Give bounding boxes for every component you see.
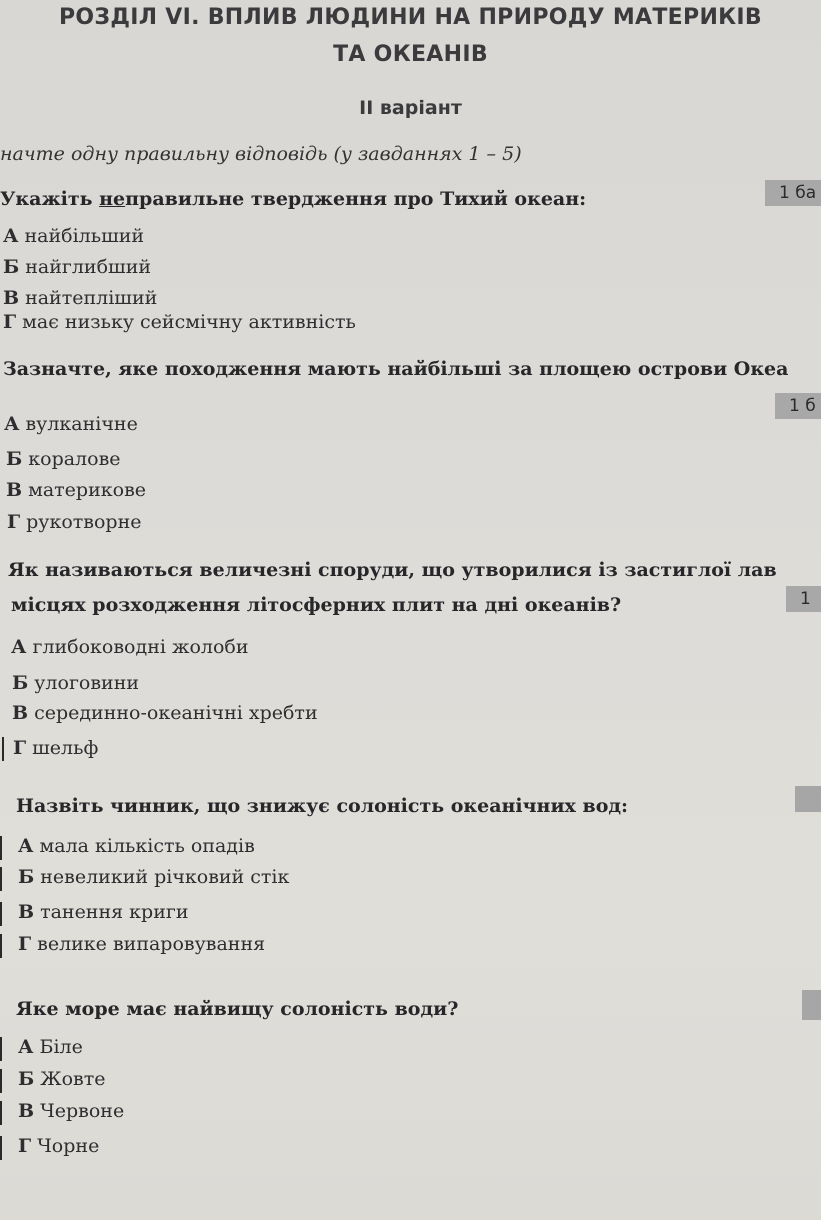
question-1-underlined: не xyxy=(99,188,126,210)
margin-line xyxy=(0,867,2,891)
margin-line xyxy=(0,1037,2,1061)
margin-line xyxy=(0,836,2,860)
question-5-option-b[interactable]: Б Жовте xyxy=(18,1068,106,1090)
question-1-option-c[interactable]: В найтепліший xyxy=(3,287,158,309)
question-1-text-before: Укажіть xyxy=(0,188,100,210)
question-4-option-a[interactable]: А мала кількість опадів xyxy=(18,835,255,857)
question-2-score-badge: 1 б xyxy=(775,393,821,419)
section-title-line2: ТА ОКЕАНІВ xyxy=(333,42,488,67)
variant-label: II варіант xyxy=(359,97,462,119)
question-3-option-a[interactable]: А глибоководні жолоби xyxy=(11,636,249,658)
margin-line xyxy=(0,902,2,926)
question-1-text-after: правильне твердження про Тихий океан: xyxy=(125,188,587,210)
question-4-option-d[interactable]: Г велике випаровування xyxy=(18,933,266,955)
question-2-option-c[interactable]: В материкове xyxy=(6,479,147,501)
question-3-line2: місцях розходження літосферних плит на дні океанів? xyxy=(11,594,622,616)
question-1-option-d[interactable]: Г має низьку сейсмічну активність xyxy=(3,311,356,333)
margin-line xyxy=(0,1136,2,1160)
question-3-option-d[interactable]: Г шельф xyxy=(13,737,99,759)
question-3-line1: Як називаються величезні споруди, що утворилися із застиглої лав xyxy=(8,559,777,581)
question-3-score-badge: 1 xyxy=(786,586,821,612)
question-3-option-c[interactable]: В серединно-океанічні хребти xyxy=(12,702,318,724)
instruction-text: начте одну правильну відповідь (у завданнях 1 – 5) xyxy=(0,143,522,165)
question-1-option-a[interactable]: А найбільший xyxy=(3,225,145,247)
question-5-option-d[interactable]: Г Чорне xyxy=(18,1135,100,1157)
margin-line xyxy=(0,934,2,958)
question-4-option-b[interactable]: Б невеликий річковий стік xyxy=(18,866,290,888)
question-1-score-badge: 1 ба xyxy=(765,180,821,206)
question-5-score-badge xyxy=(802,990,821,1020)
question-5-option-a[interactable]: А Біле xyxy=(18,1036,83,1058)
question-5: Яке море має найвищу солоність води? xyxy=(16,998,459,1020)
question-4: Назвіть чинник, що знижує солоність океанічних вод: xyxy=(16,795,629,817)
question-1 xyxy=(0,188,586,210)
section-title-line1: РОЗДІЛ VI. ВПЛИВ ЛЮДИНИ НА ПРИРОДУ МАТЕРИКІВ xyxy=(59,5,762,30)
question-2-option-d[interactable]: Г рукотворне xyxy=(7,511,142,533)
margin-line xyxy=(0,1101,2,1125)
question-2-option-a[interactable]: А вулканічне xyxy=(4,413,138,435)
margin-line xyxy=(0,1069,2,1093)
question-1-option-b[interactable]: Б найглибший xyxy=(3,256,152,278)
question-4-option-c[interactable]: В танення криги xyxy=(18,901,189,923)
question-2-option-b[interactable]: Б коралове xyxy=(6,448,121,470)
question-3-option-b[interactable]: Б улоговини xyxy=(12,672,140,694)
question-4-score-badge xyxy=(795,786,821,812)
margin-line xyxy=(2,737,4,761)
question-2: Зазначте, яке походження мають найбільші за площею острови Океа xyxy=(3,358,789,380)
question-5-option-c[interactable]: В Червоне xyxy=(18,1100,125,1122)
